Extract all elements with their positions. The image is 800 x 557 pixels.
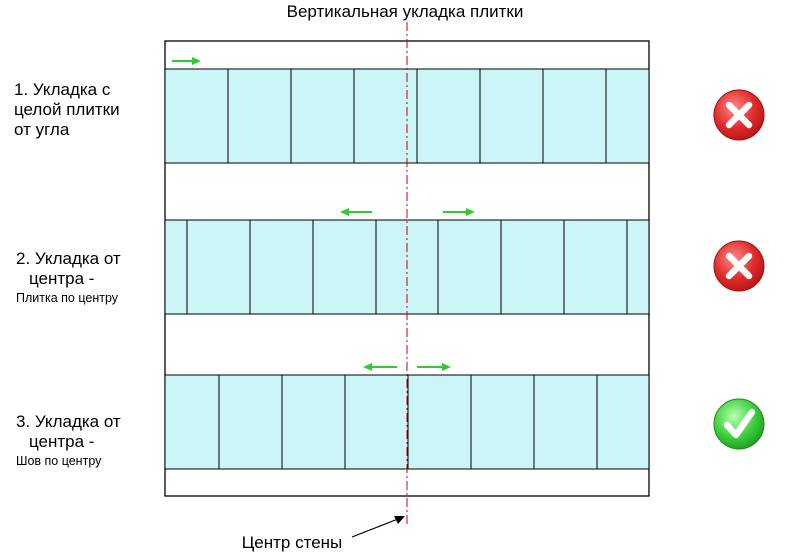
row-caption: Плитка по центру xyxy=(16,291,119,305)
row-1-label xyxy=(14,80,120,139)
row-label-line: целой плитки xyxy=(14,100,120,119)
row-label-line: 2. Укладка от xyxy=(16,249,121,268)
row-3-label xyxy=(16,412,121,468)
cross-icon xyxy=(714,90,764,140)
diagram-title: Вертикальная укладка плитки xyxy=(286,2,524,21)
row-label-line: 3. Укладка от xyxy=(16,412,121,431)
row-label-line: центра - xyxy=(29,269,95,288)
pointer-arrow-icon xyxy=(352,516,405,537)
check-icon xyxy=(714,399,764,449)
row-label-line: 1. Укладка с xyxy=(14,80,111,99)
row-label-line: от угла xyxy=(14,120,70,139)
wall-center-label: Центр стены xyxy=(241,533,343,552)
row-caption: Шов по центру xyxy=(16,454,102,468)
cross-icon xyxy=(714,241,764,291)
row-2-label xyxy=(16,249,121,305)
row-label-line: центра - xyxy=(29,432,95,451)
